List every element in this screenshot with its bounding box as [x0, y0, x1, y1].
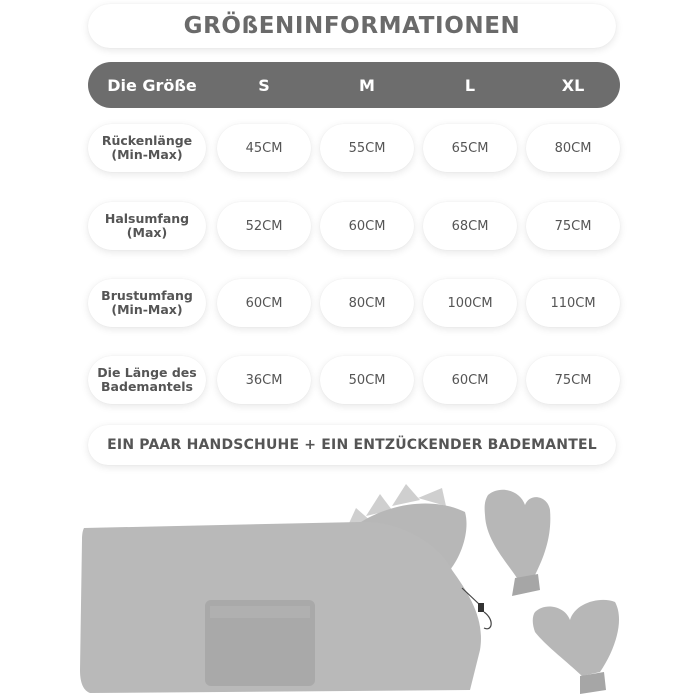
- row-label-line2: (Max): [126, 225, 168, 240]
- row-label-line1: Halsumfang: [104, 211, 190, 226]
- table-cell: 55CM: [320, 124, 414, 172]
- row-label-line1: Rückenlänge: [101, 133, 193, 148]
- header-m: M: [359, 75, 375, 95]
- header-s: S: [258, 75, 270, 95]
- row-label-line1: Brustumfang: [101, 288, 193, 303]
- table-cell: 68CM: [423, 202, 517, 250]
- row-label-back-length: [88, 124, 206, 172]
- row-label-neck: [88, 202, 206, 250]
- glove-icon: [485, 490, 551, 596]
- table-cell: 60CM: [320, 202, 414, 250]
- header-xl: XL: [561, 75, 585, 95]
- table-cell: 75CM: [526, 356, 620, 404]
- table-cell: 50CM: [320, 356, 414, 404]
- row-label-line2: Bademantels: [101, 379, 193, 394]
- dog-bathrobe-icon: [80, 484, 491, 693]
- table-cell: 75CM: [526, 202, 620, 250]
- table-cell: 100CM: [423, 279, 517, 327]
- table-cell: 80CM: [526, 124, 620, 172]
- row-label-line2: (Min-Max): [111, 302, 183, 317]
- glove-icon: [533, 600, 619, 694]
- row-label-line1: Die Länge des: [97, 365, 197, 380]
- header-l: L: [464, 75, 476, 95]
- table-cell: 65CM: [423, 124, 517, 172]
- table-cell: 60CM: [217, 279, 311, 327]
- row-label-chest: [88, 279, 206, 327]
- table-cell: 60CM: [423, 356, 517, 404]
- table-cell: 45CM: [217, 124, 311, 172]
- table-cell: 36CM: [217, 356, 311, 404]
- table-cell: 110CM: [526, 279, 620, 327]
- package-contents-banner: EIN PAAR HANDSCHUHE + EIN ENTZÜCKENDER BADEMANTEL: [88, 425, 616, 465]
- table-cell: 80CM: [320, 279, 414, 327]
- table-cell: 52CM: [217, 202, 311, 250]
- product-illustration: [0, 470, 700, 700]
- row-label-line2: (Min-Max): [111, 147, 183, 162]
- header-size-label: Die Größe: [107, 75, 197, 95]
- row-label-robe-length: [88, 356, 206, 404]
- page-title: GRÖßENINFORMATIONEN: [88, 4, 616, 48]
